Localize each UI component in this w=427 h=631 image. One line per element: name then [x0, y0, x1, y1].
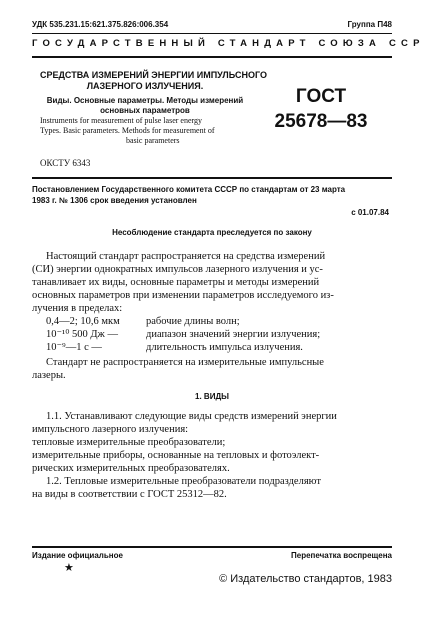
header-rule: [32, 33, 392, 34]
range-item: 0,4—2; 10,6 мкм рабочие длины волн;: [46, 316, 240, 327]
reprint-note: Перепечатка воспрещена: [291, 551, 392, 560]
footer-rule: [32, 546, 392, 548]
udk-code: УДК 535.231.15:621.375.826:006.354: [32, 20, 169, 29]
decree: Постановлением Государственного комитета СССР по стандартам от 23 марта 1983 г. № 1306 срок введения установлен: [32, 185, 346, 205]
section-body: 1.1. Устанавливают следующие виды средств измерений энергии импульсного лазерного излучения: тепловые измерительные преобразователи; измерительные приборы, основанные на тепловых и фотоэлект- рических измерительных преобразователях. 1.2. Тепловые измерительные преобразователи подразделяют на виды в соответствии с ГОСТ 25312—82.: [32, 411, 337, 500]
gost-number: 25678—83: [274, 111, 368, 132]
edition-note: Издание официальное: [32, 551, 123, 560]
ru-subtitle: Виды. Основные параметры. Методы измерений основных параметров: [46, 96, 244, 115]
ru-title: СРЕДСТВА ИЗМЕРЕНИЙ ЭНЕРГИИ ИМПУЛЬСНОГО ЛАЗЕРНОГО ИЗЛУЧЕНИЯ.: [40, 70, 267, 91]
range-item: 10⁻⁹—1 с — длительность импульса излучения.: [46, 342, 303, 353]
title-rule: [32, 177, 392, 179]
intro-paragraph: Настоящий стандарт распространяется на средства измерений (СИ) энергии однократных импульсов лазерного излучения и ус- танавливает их виды, основные параметры и методы измерений основных параметров при изменении параметров исследуемого из- лучения в пределах:: [32, 251, 334, 314]
star-icon: ★: [64, 562, 74, 574]
range-item: 10⁻¹⁰ 500 Дж — диапазон значений энергии излучения;: [46, 329, 321, 340]
compliance-note: Несоблюдение стандарта преследуется по закону: [112, 228, 312, 237]
effective-date: с 01.07.84: [351, 208, 389, 217]
standard-title: ГОСУДАРСТВЕННЫЙ СТАНДАРТ СОЮЗА ССР: [32, 38, 425, 49]
range-list: [46, 315, 320, 354]
gost-label: ГОСТ: [295, 86, 347, 107]
okstu-code: ОКСТУ 6343: [40, 158, 91, 168]
header-rule-thick: [32, 56, 392, 58]
section-title: 1. ВИДЫ: [195, 392, 229, 401]
en-title: Instruments for measurement of pulse laser energy Types. Basic parameters. Methods for measurement of basic parameters: [40, 116, 215, 145]
scope-paragraph: Стандарт не распространяется на измерительные импульсные лазеры.: [32, 357, 324, 381]
copyright: © Издательство стандартов, 1983: [219, 573, 392, 585]
group-code: Группа П48: [347, 20, 392, 29]
